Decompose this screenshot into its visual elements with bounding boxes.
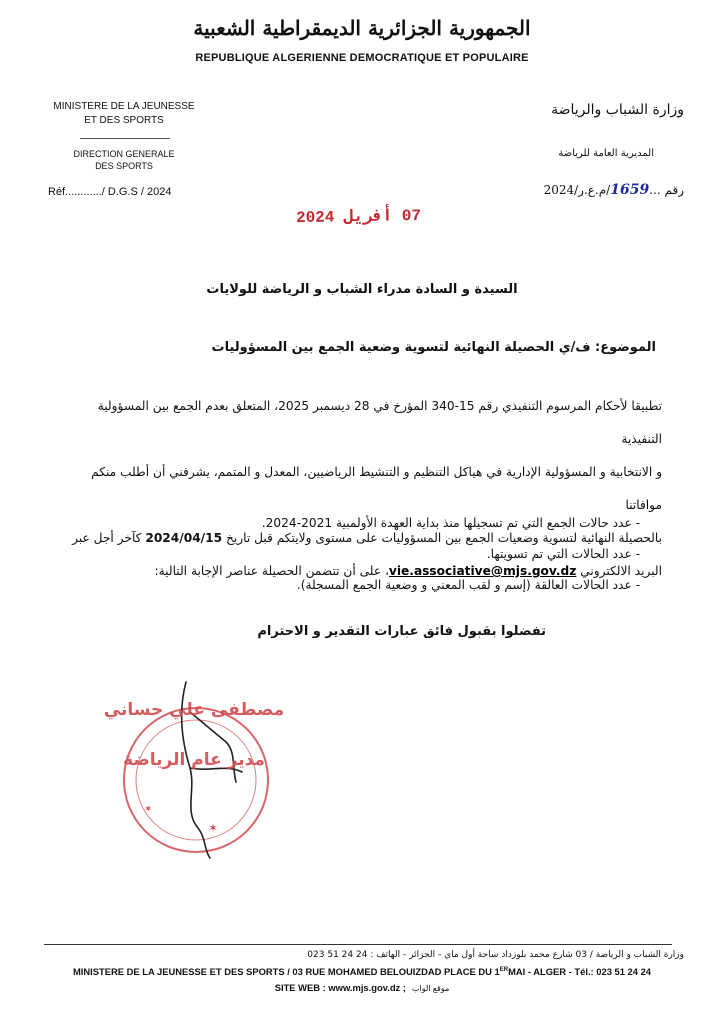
footer-divider	[44, 944, 672, 945]
addressee: السيدة و السادة مدراء الشباب و الرياضة للولايات	[206, 282, 518, 297]
subject-line: الموضوع: ف/ي الحصيلة النهائية لتسوية وضعية الجمع بين المسؤوليات	[211, 340, 656, 355]
signatory-title: مدير عام الرياضة	[123, 750, 265, 770]
date-stamp: 07 أفريل 2024	[295, 206, 422, 228]
arabic-republic-header: الجمهورية الجزائرية الديمقراطية الشعبية	[193, 16, 531, 40]
french-republic-header: REPUBLIQUE ALGERIENNE DEMOCRATIQUE ET POPULAIRE	[195, 52, 529, 64]
footer-website-link[interactable]: SITE WEB : www.mjs.gov.dz ;	[274, 982, 406, 993]
footer-superscript: ER	[499, 966, 509, 973]
footer-address-fr-end: MAI - ALGER - Tél.: 023 51 24 24	[508, 966, 652, 977]
ministry-fr	[44, 100, 204, 128]
list-item: - عدد الحالات العالقة (إسم و لقب المعني و وضعية الجمع المسجلة).	[296, 578, 640, 592]
direction-fr-line1: DIRECTION GENERALE	[73, 149, 175, 159]
signatory-name: مصطفى علي حساني	[103, 700, 285, 720]
body-line-3-end: كآخر أجل عبر	[72, 531, 142, 545]
body-line-3-start: بالحصيلة النهائية لتسوية وضعيات الجمع بين المسؤوليات على مستوى ولايتكم قبل تاريخ	[225, 531, 662, 545]
ministry-ar: وزارة الشباب والرياضة	[551, 102, 684, 118]
reference-fr: Réf............/ D.G.S / 2024	[48, 186, 172, 198]
email-link[interactable]: vie.associative@mjs.gov.dz	[388, 564, 577, 578]
deadline-date: 2024/04/15	[145, 531, 223, 545]
closing-formula: تفضلوا بقبول فائق عبارات التقدير و الاحترام	[257, 624, 546, 639]
list-item: - عدد الحالات التي تم تسويتها.	[486, 547, 640, 561]
reference-ar: رقم ...1659/م.ع.ر/2024	[543, 182, 684, 198]
footer-address-ar: وزارة الشباب و الرياضة / 03 شارع محمد بلوزداد ساحة أول ماي - الجزائر - الهاتف : 24 24 51 023	[307, 950, 684, 960]
reference-ar-number: 1659	[610, 182, 650, 198]
reference-ar-suffix: م.ع.ر/2024	[543, 183, 607, 197]
footer-website	[0, 982, 724, 993]
stamp-star: ✶	[208, 821, 219, 835]
footer-website-ar: موقع الواب	[411, 984, 450, 993]
direction-ar: المديرية العامة للرياضة	[558, 148, 654, 159]
reference-ar-prefix: رقم	[664, 183, 684, 197]
body-line-2: و الانتخابية و المسؤولية الإدارية في هياكل التنظيم و التنشيط الرياضيين، المعدل و المتمم، يشرفني أن أطلب منكم موافاتنا	[91, 465, 662, 512]
ministry-fr-line1: MINISTERE DE LA JEUNESSE	[53, 101, 195, 112]
direction-fr-line2: DES SPORTS	[95, 161, 153, 171]
body-line-4-start: البريد الالكتروني	[580, 564, 662, 578]
ministry-fr-line2: ET DES SPORTS	[84, 115, 164, 126]
direction-fr	[44, 148, 204, 172]
footer-address-fr	[0, 966, 724, 977]
divider	[80, 138, 170, 139]
body-line-4-end: ، على أن تتضمن الحصيلة عناصر الإجابة التالية:	[154, 564, 389, 578]
body-line-1: تطبيقا لأحكام المرسوم التنفيذي رقم 15-340 المؤرخ في 28 ديسمبر 2025، المتعلق بعدم الجمع بين المسؤولية التنفيذية	[97, 399, 662, 446]
footer-address-fr-start: MINISTERE DE LA JEUNESSE ET DES SPORTS / 03 RUE MOHAMED BELOUIZDAD PLACE DU 1	[72, 966, 500, 977]
stamp-star: ✶	[144, 804, 153, 815]
stamp-outer-ring	[124, 708, 268, 852]
stamp-inner-ring	[136, 720, 256, 840]
list-item: - عدد حالات الجمع التي تم تسجيلها منذ بداية العهدة الأولمبية 2021-2024.	[261, 516, 640, 530]
